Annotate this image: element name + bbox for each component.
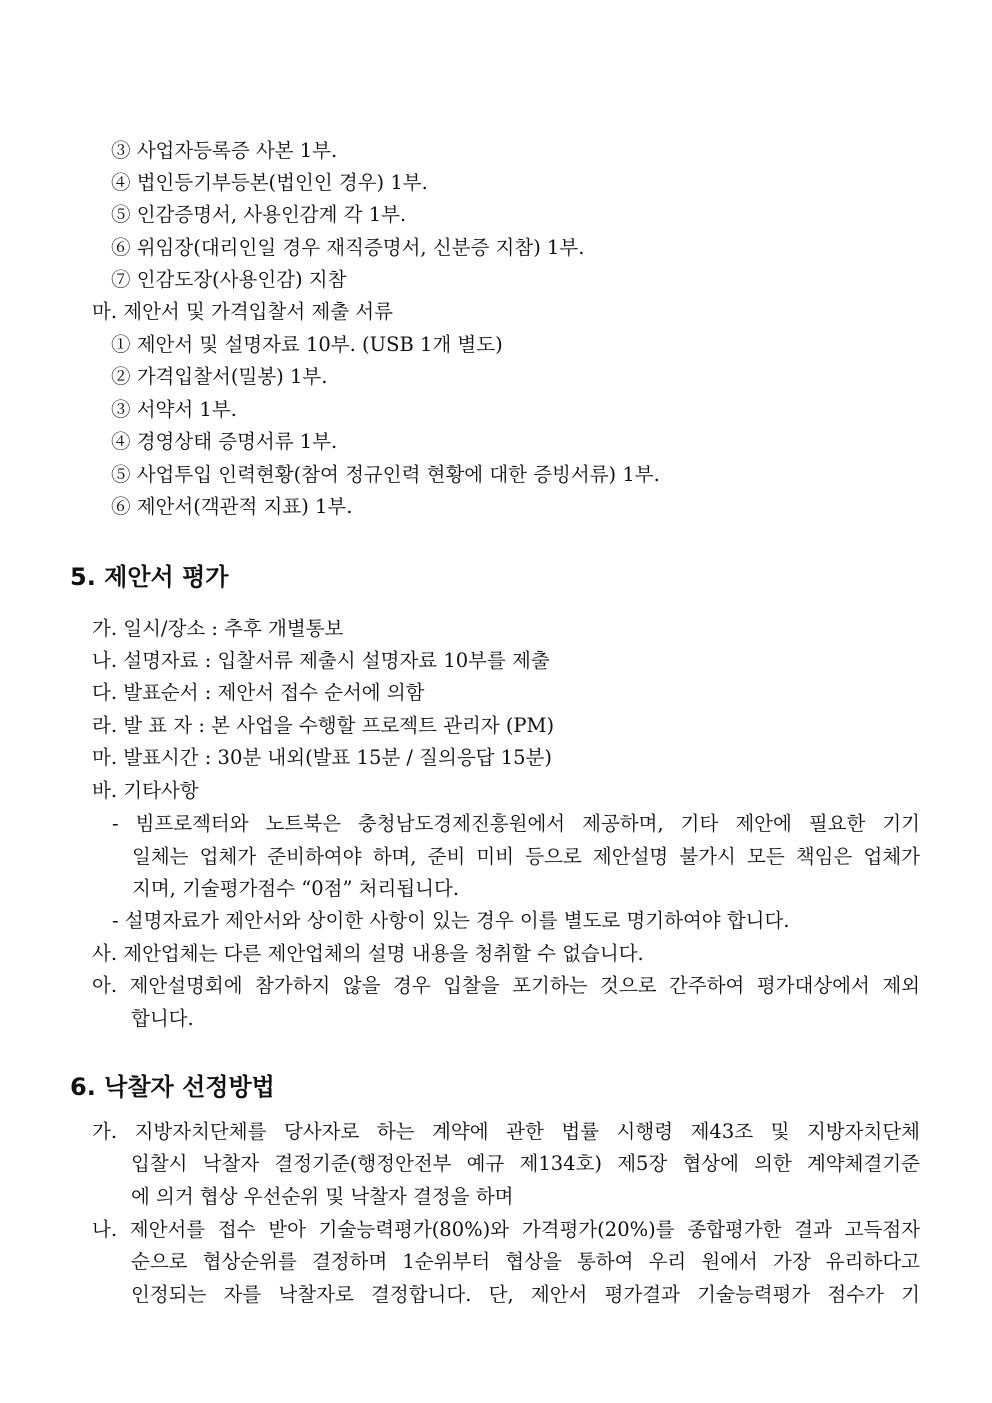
- sub-heading: 마. 제안서 및 가격입찰서 제출 서류: [92, 300, 393, 323]
- list-item-continuation: 합니다.: [131, 1007, 194, 1030]
- list-item: ⑦ 인감도장(사용인감) 지참: [111, 268, 347, 291]
- list-item: ⑥ 제안서(객관적 지표) 1부.: [111, 495, 353, 518]
- dash-item: - 설명자료가 제안서와 상이한 사항이 있는 경우 이를 별도로 명기하여야 합니다.: [112, 909, 790, 932]
- list-item: ④ 경영상태 증명서류 1부.: [111, 430, 338, 453]
- list-item: ⑤ 사업투입 인력현황(참여 정규인력 현황에 대한 증빙서류) 1부.: [111, 463, 660, 486]
- list-item: 사. 제안업체는 다른 제안업체의 설명 내용을 청취할 수 없습니다.: [92, 942, 644, 965]
- list-item: ③ 서약서 1부.: [111, 398, 237, 421]
- list-item: ④ 법인등기부등본(법인인 경우) 1부.: [111, 171, 428, 194]
- section-heading: 5. 제안서 평가: [70, 563, 229, 591]
- list-item: ⑤ 인감증명서, 사용인감계 각 1부.: [111, 203, 407, 226]
- list-item: 가. 일시/장소 : 추후 개별통보: [92, 617, 344, 640]
- section-heading: 6. 낙찰자 선정방법: [70, 1073, 275, 1101]
- list-item: ⑥ 위임장(대리인일 경우 재직증명서, 신분증 지참) 1부.: [111, 236, 585, 259]
- list-item: 가. 지방자치단체를 당사자로 하는 계약에 관한 법률 시행령 제43조 및 지방자치단체: [92, 1120, 920, 1143]
- list-item: 바. 기타사항: [92, 779, 199, 802]
- list-item: ① 제안서 및 설명자료 10부. (USB 1개 별도): [111, 333, 503, 356]
- list-item: ② 가격입찰서(밀봉) 1부.: [111, 365, 328, 388]
- list-item-continuation: 순으로 협상순위를 결정하며 1순위부터 협상을 통하여 우리 원에서 가장 유리하다고: [131, 1250, 920, 1273]
- list-item: 나. 제안서를 접수 받아 기술능력평가(80%)와 가격평가(20%)를 종합평가한 결과 고득점자: [92, 1218, 920, 1241]
- list-item-continuation: 입찰시 낙찰자 결정기준(행정안전부 예규 제134호) 제5장 협상에 의한 계약체결기준: [131, 1152, 920, 1175]
- list-item: 다. 발표순서 : 제안서 접수 순서에 의함: [92, 681, 425, 704]
- list-item: 아. 제안설명회에 참가하지 않을 경우 입찰을 포기하는 것으로 간주하여 평가대상에서 제외: [92, 974, 920, 997]
- list-item: ③ 사업자등록증 사본 1부.: [111, 139, 338, 162]
- list-item: 나. 설명자료 : 입찰서류 제출시 설명자료 10부를 제출: [92, 649, 550, 672]
- dash-item-continuation: 일체는 업체가 준비하여야 하며, 준비 미비 등으로 제안설명 불가시 모든 책임은 업체가: [132, 845, 920, 868]
- list-item-continuation: 에 의거 협상 우선순위 및 낙찰자 결정을 하며: [131, 1185, 514, 1208]
- list-item-continuation: 인정되는 자를 낙찰자로 결정합니다. 단, 제안서 평가결과 기술능력평가 점수가 기: [131, 1283, 920, 1306]
- dash-item-continuation: 지며, 기술평가점수 “0점” 처리됩니다.: [132, 877, 460, 900]
- list-item: 마. 발표시간 : 30분 내외(발표 15분 / 질의응답 15분): [92, 746, 552, 769]
- list-item: 라. 발 표 자 : 본 사업을 수행할 프로젝트 관리자 (PM): [92, 714, 555, 737]
- dash-item: - 빔프로젝터와 노트북은 충청남도경제진흥원에서 제공하며, 기타 제안에 필요한 기기: [112, 812, 920, 835]
